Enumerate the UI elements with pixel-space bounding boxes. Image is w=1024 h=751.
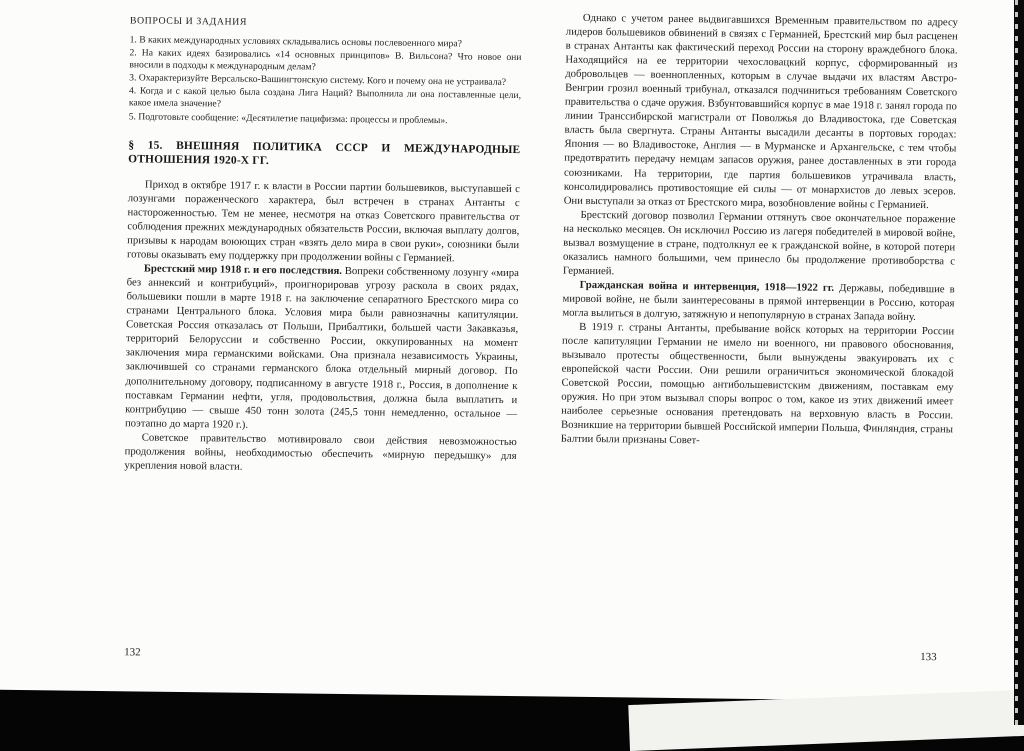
paragraph-lead: Гражданская война и интервенция, 1918—1922 гг. [580, 279, 840, 294]
scan-edge-perforation [1015, 0, 1018, 725]
paragraph-text: Вопреки собственному лозунгу «мира без аннексий и контрибуций», проигнорировав угрозу раскола в своих рядах, большевики пошли в марте 1918 г. на заключение сепаратного Брестского мира со странами Центрального блока. Условия мира были равнозначны капитуляции. Советская Россия отказалась от Польши, Прибалтики, большей части Закавказья, территорий Белоруссии и собственно России, оккупированных на момент заключения мира германскими войсками. Она признала независимость Украины, заключившей со странами германского блока отдельный мирный договор. По дополнительному договору, подписанному в августе 1918 г., Россия, в дополнение к поставкам Германии нефти, угля, продовольствия, должна была выплатить и контрибуцию — свыше 450 тонн золота (245,5 тонн немедленно, остальное — поэтапно до марта 1920 г.). [125, 265, 519, 430]
paragraph [125, 261, 519, 434]
paragraph-text: Однако с учетом ранее выдвигавшихся Временным правительством по адресу лидеров большевиков обвинений в связях с Германией, Брестский мир был расценен в странах Антанты как фактический переход России на сторону враждебного блока. Находящийся на ее территории чехословацкий корпус, сформированный из добровольцев — военнопленных, которым в случае выдачи их властям Австро-Венгрии грозил военный трибунал, отказался подчиниться требованиям Советского правительства о сдаче оружия. Взбунтовавшийся корпус в мае 1918 г. занял города по линии Транссибирской магистрали от Поволжья до Владивостока, где Советская власть была свергнута. Страны Антанты высадили десанты в портовых городах: Япония — во Владивостоке, Англия — в Мурманске и Архангельске, с тем чтобы предотвратить передачу немцам запасов оружия, ранее доставленных в эти города союзниками. На территории, где партия большевиков утрачивала власть, консолидировались противостоящие ей силы — от монархистов до левых эсеров. Они выступали за отказ от Брестского мира, возобновление войны с Германией. [564, 12, 958, 211]
under-page-edge [628, 689, 1024, 751]
question-item: 4. Когда и с какой целью была создана Лига Наций? Выполнила ли она поставленные цели, какое имела значение? [129, 86, 521, 115]
section-title: § 15. ВНЕШНЯЯ ПОЛИТИКА СССР И МЕЖДУНАРОДНЫЕ ОТНОШЕНИЯ 1920-Х ГГ. [128, 138, 520, 172]
page-number-left: 132 [124, 646, 141, 658]
paragraph-text: Державы, победившие в мировой войне, не были заинтересованы в прямой интервенции в Россию, которая могла вылиться в долгую, затяжную и непопулярную в странах Запада войну. [562, 282, 954, 323]
question-item: 1. В каких международных условиях складывались основы послевоенного мира? [130, 34, 522, 51]
paragraph-text: Приход в октябре 1917 г. к власти в России партии большевиков, выступавшей с лозунгами пораженческого характера, был встречен в странах Антанты с настороженностью. Тем не менее, несмотря на отказ Советского правительства от соблюдения прежних международных обязательств России, включая выплату долгов, призывы к народам воюющих стран «взять дело мира в свои руки», союзники были готовы оказывать ему поддержку при продолжении войны с Германией. [127, 178, 520, 264]
paragraph-text: В 1919 г. страны Антанты, пребывание войск которых на территории России после капитуляции Германии не имело ни военного, ни правового обоснования, вызывало протесты общественности, были вынуждены эвакуировать их с европейской части России. Они решили ограничиться экономической блокадой Советской России, помощью антибольшевистским движениям, поставкам ему оружия. Но при этом вызывал споры вопрос о том, какое из этих движений имеет наиболее серьезные основания претендовать на верховную власть в России. Возникшие на территории бывшей Российской империи Польша, Финляндия, страны Балтии были признаны Совет- [561, 321, 954, 447]
paragraph-lead: Брестский мир 1918 г. и его последствия. [144, 263, 345, 277]
paragraph [127, 177, 520, 266]
paragraph-text: Советское правительство мотивировало свои действия невозможностью продолжения войны, необходимостью обеспечить «мирную передышку» для укрепления новой власти. [124, 431, 516, 472]
paragraph [563, 207, 956, 282]
page-number-right: 133 [920, 651, 937, 663]
paragraph [561, 320, 955, 451]
questions-header: ВОПРОСЫ И ЗАДАНИЯ [130, 15, 522, 31]
paragraph [124, 430, 516, 477]
scan-edge-right [1014, 0, 1024, 725]
question-item: 2. На каких идеях базировались «14 основных принципов» В. Вильсона? Что новое они вносили в подходы к международным делам? [129, 47, 521, 76]
right-page-column [561, 11, 958, 451]
paragraph-text: Брестский договор позволил Германии оттянуть свое окончательное поражение на несколько месяцев. Он исключил Россию из лагеря победителей в мировой войне, вызвал возмущение в стране, подтолкнул ее к гражданской войне, в которой потери оказались намного большими, чем принесло бы продолжение противоборства с Германией. [563, 208, 956, 277]
paragraph [562, 278, 954, 325]
paragraph [564, 11, 958, 212]
left-page-column [124, 15, 522, 477]
question-item: 5. Подготовьте сообщение: «Десятилетие пацифизма: процессы и проблемы». [129, 111, 521, 128]
question-item: 3. Охарактеризуйте Версальско-Вашингтонскую систему. Кого и почему она не устраивала? [129, 73, 521, 90]
